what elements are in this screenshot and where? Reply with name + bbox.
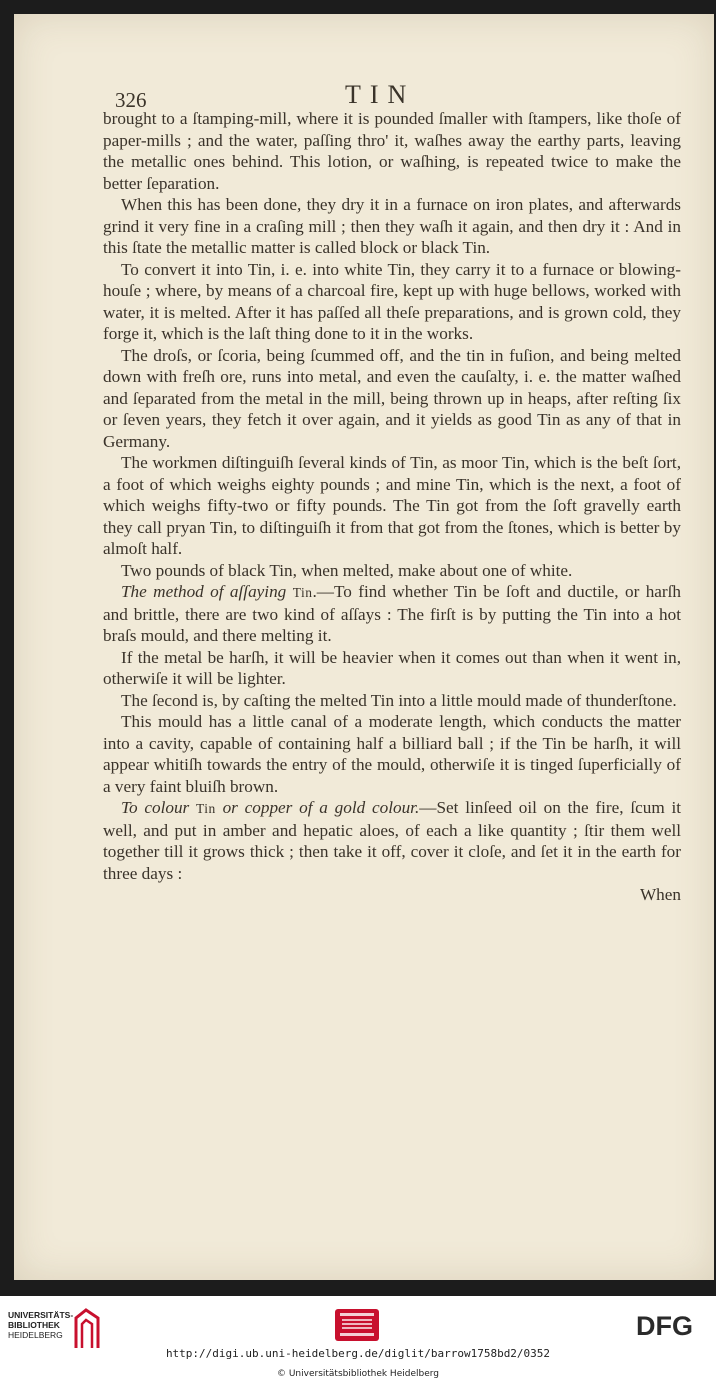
small-caps-word: Tin xyxy=(196,801,216,816)
section-heading: To colour xyxy=(121,798,190,817)
paragraph-text: .—To find whether Tin be ſoft and ductile, or harſh and brittle, there are two kind of aſſays : The firſt is by putting the Tin into a hot braſs mould, and there melting it. xyxy=(103,582,682,645)
paragraph-text: —Set linſeed oil on the fire, ſcum it well, and put in amber and hepatic aloes, of each a like quantity ; ſtir them well together till it grows thick ; then take it off, cover it cloſe, and ſet it in the earth for three days : xyxy=(103,798,682,883)
running-head: TIN xyxy=(345,80,416,109)
paragraph: The droſs, or ſcoria, being ſcummed off, and the tin in fuſion, and being melted down with freſh ore, runs into metal, and even the cauſalty, i. e. the matter waſhed and ſeparated from the metal in the mill, being thrown up in heaps, after reſting ſix or ſeven years, they fetch it over again, and it yields as good Tin as any of that in Germany. xyxy=(103,345,681,451)
paragraph: When this has been done, they dry it in a furnace on iron plates, and afterwards grind it very fine in a craſing mill ; then they waſh it again, and then dry it : And in this ſtate the metallic matter is called block or black Tin. xyxy=(103,195,681,257)
paragraph: The ſecond is, by caſting the melted Tin into a little mould made of thunderſtone. xyxy=(121,690,677,710)
paragraph: The workmen diſtinguiſh ſeveral kinds of Tin, as moor Tin, which is the beſt ſort, a foot of which weighs eighty pounds ; and mine Tin, which is the next, a foot of which weighs fifty-two or fifty pounds. The Tin got from the ſoft gravelly earth they call pryan Tin, to diſtinguiſh it from that got from the ſtones, which is better by almoſt half. xyxy=(103,453,681,558)
library-line: HEIDELBERG xyxy=(8,1330,63,1340)
permalink-url[interactable]: http://digi.ub.uni-heidelberg.de/diglit/barrow1758bd2/0352 xyxy=(165,1347,551,1360)
page-number: 326 xyxy=(115,88,147,112)
library-line: BIBLIOTHEK xyxy=(8,1320,60,1330)
section-heading-continued: or copper of a gold colour. xyxy=(222,798,420,817)
body-text xyxy=(103,108,681,906)
viewer-footer xyxy=(0,1296,716,1389)
colouring-paragraph xyxy=(103,797,681,884)
dfg-logo[interactable] xyxy=(636,1312,708,1338)
library-name xyxy=(8,1310,73,1340)
university-library-logo[interactable] xyxy=(8,1308,108,1352)
dfg-label: DFG xyxy=(636,1312,693,1338)
library-emblem-icon xyxy=(72,1308,102,1350)
library-line: UNIVERSITÄTS- xyxy=(8,1310,74,1320)
copyright-notice: © Universitätsbibliothek Heidelberg xyxy=(276,1369,439,1379)
paragraph: To convert it into Tin, i. e. into white Tin, they carry it to a furnace or blowing-houſe ; where, by means of a charcoal fire, kept up with huge bellows, worked with water, it is melted. After it has paſſed all theſe preparations, and is grown cold, they forge it, which is the laſt thing done to it in the works. xyxy=(103,259,681,343)
paragraph: This mould has a little canal of a moderate length, which conducts the matter into a cavity, capable of containing half a billiard ball ; if the Tin be harſh, it will appear whitiſh towards the entry of the mould, otherwiſe it is tinged ſuperficially of a very faint bluiſh brown. xyxy=(103,712,681,796)
university-seal-icon[interactable] xyxy=(333,1308,381,1342)
section-heading: The method of aſſaying xyxy=(121,582,287,601)
small-caps-word: Tin xyxy=(292,585,313,600)
catchword: When xyxy=(639,885,681,904)
paragraph: If the metal be harſh, it will be heavier when it comes out than when it went in, otherwiſe it will be lighter. xyxy=(103,647,681,688)
assaying-paragraph xyxy=(103,581,681,647)
paragraph: brought to a ſtamping-mill, where it is pounded ſmaller with ſtampers, like thoſe of paper-mills ; and the water, paſſing thro' it, waſhes away the earthy parts, leaving the metallic ones behind. This lotion, or waſhing, is repeated twice to make the better ſeparation. xyxy=(103,109,681,193)
paragraph: Two pounds of black Tin, when melted, make about one of white. xyxy=(121,560,573,580)
